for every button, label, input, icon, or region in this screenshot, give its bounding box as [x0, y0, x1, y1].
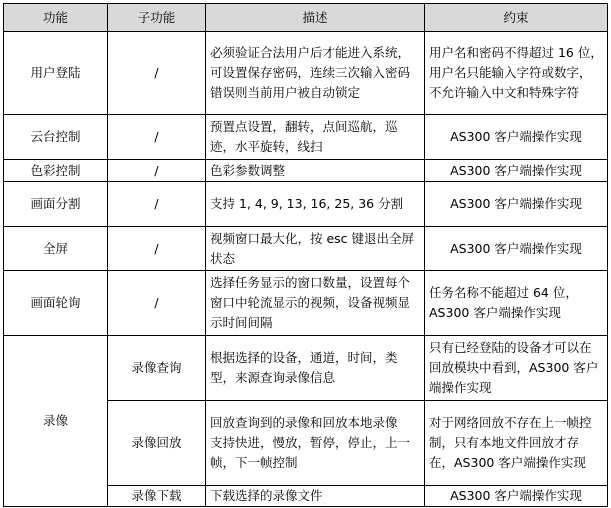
constraint-cell: AS300 客户端操作实现 — [425, 486, 608, 507]
feature-cell: 画面分割 — [4, 182, 108, 227]
table-row — [4, 115, 608, 160]
constraint-cell: AS300 客户端操作实现 — [425, 115, 608, 160]
constraint-cell: 对于网络回放不存在上一帧控制，只有本地文件回放才存在，AS300 客户端操作实现 — [425, 401, 608, 486]
constraint-cell: 只有已经登陆的设备才可以在回放模块中看到，AS300 客户端操作实现 — [425, 336, 608, 401]
table-row — [4, 32, 608, 115]
table-row — [4, 160, 608, 182]
description-cell: 色彩参数调整 — [206, 160, 425, 182]
function-spec-table — [3, 3, 608, 507]
feature-cell: 云台控制 — [4, 115, 108, 160]
constraint-cell: AS300 客户端操作实现 — [425, 182, 608, 227]
table-row — [4, 336, 608, 401]
header-row — [4, 4, 608, 32]
subfeature-cell: 录像下载 — [108, 486, 206, 507]
description-cell: 预置点设置，翻转，点间巡航，巡迹，水平旋转，线扫 — [206, 115, 425, 160]
subfeature-cell: / — [108, 271, 206, 336]
feature-cell: 色彩控制 — [4, 160, 108, 182]
subfeature-cell: 录像查询 — [108, 336, 206, 401]
table-row — [4, 227, 608, 271]
subfeature-cell: 录像回放 — [108, 401, 206, 486]
subfeature-cell: / — [108, 227, 206, 271]
subfeature-cell: / — [108, 160, 206, 182]
constraint-cell: 任务名称不能超过 64 位，AS300 客户端操作实现 — [425, 271, 608, 336]
description-cell: 回放查询到的录像和回放本地录像 支持快进，慢放，暂停，停止，上一帧，下一帧控制 — [206, 401, 425, 486]
description-cell: 视频窗口最大化，按 esc 键退出全屏状态 — [206, 227, 425, 271]
description-cell: 必须验证合法用户后才能进入系统，可设置保存密码，连续三次输入密码错误则当前用户被自动锁定 — [206, 32, 425, 115]
feature-cell: 用户登陆 — [4, 32, 108, 115]
header-subfeature: 子功能 — [108, 4, 206, 32]
constraint-cell: 用户名和密码不得超过 16 位，用户名只能输入字符或数字，不允许输入中文和特殊字符 — [425, 32, 608, 115]
feature-cell: 全屏 — [4, 227, 108, 271]
description-cell: 下载选择的录像文件 — [206, 486, 425, 507]
table-row — [4, 182, 608, 227]
feature-cell-recording: 录像 — [4, 336, 108, 507]
table-row — [4, 271, 608, 336]
header-feature: 功能 — [4, 4, 108, 32]
header-constraint: 约束 — [425, 4, 608, 32]
subfeature-cell: / — [108, 115, 206, 160]
subfeature-cell: / — [108, 32, 206, 115]
description-cell: 选择任务显示的窗口数量，设置每个窗口中轮流显示的视频，设备视频显示时间间隔 — [206, 271, 425, 336]
description-cell: 根据选择的设备，通道，时间，类型，来源查询录像信息 — [206, 336, 425, 401]
subfeature-cell: / — [108, 182, 206, 227]
constraint-cell: AS300 客户端操作实现 — [425, 227, 608, 271]
feature-cell: 画面轮询 — [4, 271, 108, 336]
header-description: 描述 — [206, 4, 425, 32]
constraint-cell: AS300 客户端操作实现 — [425, 160, 608, 182]
description-cell: 支持 1, 4, 9, 13, 16, 25, 36 分割 — [206, 182, 425, 227]
